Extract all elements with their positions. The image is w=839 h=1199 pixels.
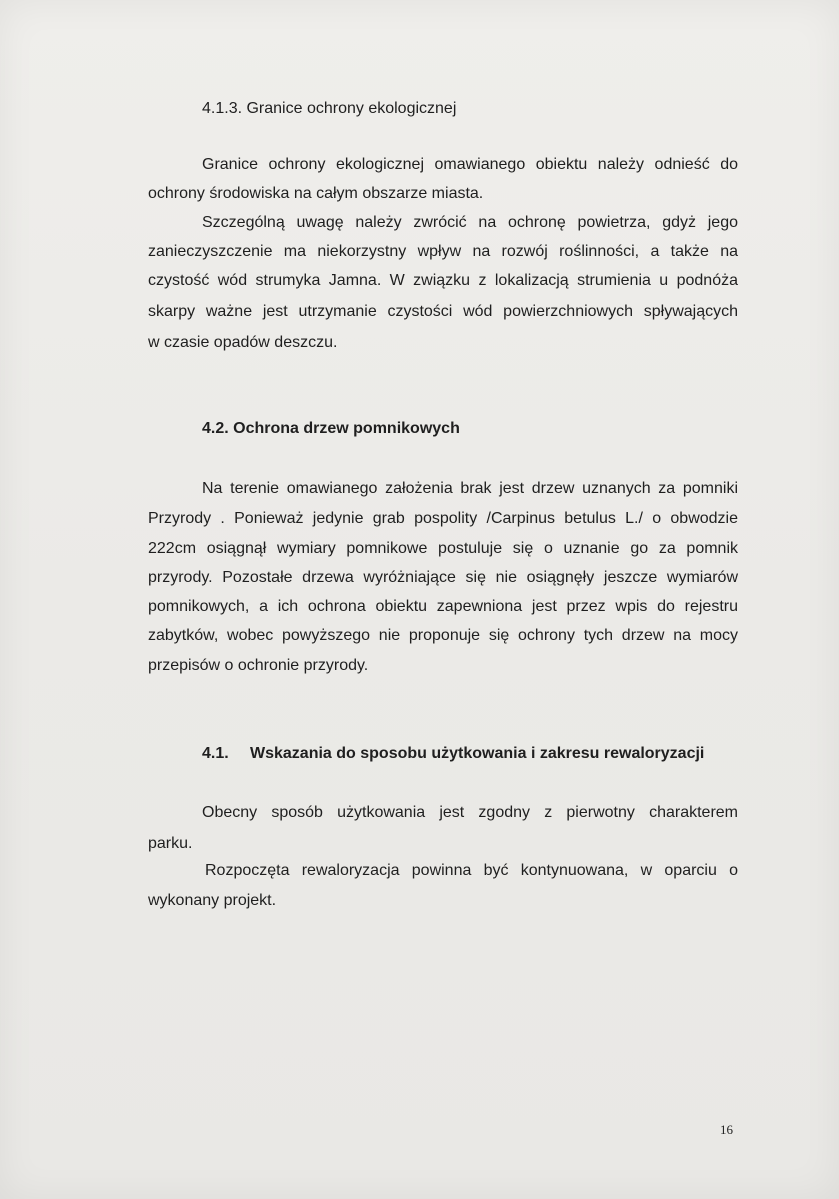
paragraph-line: Obecny sposób użytkowania jest zgodny z pierwotny charakterem [202, 804, 738, 821]
paragraph-line: zanieczyszczenie ma niekorzystny wpływ na rozwój roślinności, a także na [148, 243, 738, 260]
paragraph-line: wykonany projekt. [148, 892, 277, 909]
paragraph-line: 222cm osiągnął wymiary pomnikowe postuluje się o uznanie go za pomnik [148, 540, 738, 557]
paragraph-line: zabytków, wobec powyższego nie proponuje się ochrony tych drzew na mocy [148, 627, 738, 644]
page-number: 16 [720, 1122, 733, 1137]
paragraph-line: ochrony środowiska na całym obszarze miasta. [148, 185, 484, 202]
paragraph-line: Rozpoczęta rewaloryzacja powinna być kontynuowana, w oparciu o [205, 862, 738, 879]
paragraph-line: pomnikowych, a ich ochrona obiektu zapewniona jest przez wpis do rejestru [148, 598, 738, 615]
paragraph-line: czystość wód strumyka Jamna. W związku z lokalizacją strumienia u podnóża [148, 272, 738, 289]
section-heading-4-1-3: 4.1.3. Granice ochrony ekologicznej [202, 100, 457, 117]
section-heading-4-1: Wskazania do sposobu użytkowania i zakresu rewaloryzacji [250, 745, 705, 762]
paragraph-line: Przyrody . Ponieważ jedynie grab pospolity /Carpinus betulus L./ o obwodzie [148, 510, 738, 527]
paragraph-line: przyrody. Pozostałe drzewa wyróżniające się nie osiągnęły jeszcze wymiarów [148, 569, 738, 586]
paragraph-line: Na terenie omawianego założenia brak jest drzew uznanych za pomniki [202, 480, 738, 497]
paragraph-line: parku. [148, 835, 193, 852]
paragraph-line: przepisów o ochronie przyrody. [148, 657, 369, 674]
paragraph-line: Szczególną uwagę należy zwrócić na ochronę powietrza, gdyż jego [202, 214, 738, 231]
section-heading-4-2: 4.2. Ochrona drzew pomnikowych [202, 420, 460, 437]
paragraph-line: w czasie opadów deszczu. [148, 334, 338, 351]
paragraph-line: skarpy ważne jest utrzymanie czystości wód powierzchniowych spływających [148, 303, 738, 320]
paragraph-line: Granice ochrony ekologicznej omawianego obiektu należy odnieść do [202, 156, 738, 173]
section-heading-number: 4.1. [202, 745, 229, 762]
